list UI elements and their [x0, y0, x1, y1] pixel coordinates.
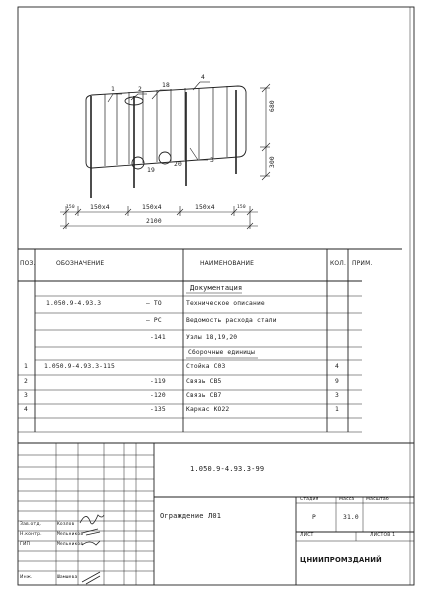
sheet-label: ЛИСТ [300, 533, 314, 538]
person-name: Мельников [57, 532, 84, 537]
row-pos: 2 [24, 378, 28, 385]
row-pos: 1 [24, 363, 28, 370]
row-name: Ведомость расхода стали [186, 317, 277, 324]
org-name: ЦНИИПРОМЗДАНИЙ [300, 556, 382, 564]
row-code: -141 [150, 334, 166, 341]
dim-680: 680 [269, 100, 276, 112]
signatures [80, 515, 104, 584]
callout-3: 3 [210, 157, 214, 164]
stage-label: Стадия [300, 497, 319, 502]
header-designation: ОБОЗНАЧЕНИЕ [56, 260, 105, 267]
row-code: -135 [150, 406, 166, 413]
doc-code: 1.050.9-4.93.3-99 [190, 465, 265, 473]
row-code: – ТО [146, 300, 162, 307]
mass-value: 31.0 [343, 514, 359, 521]
callout-19: 19 [147, 167, 155, 174]
callout-18: 18 [162, 82, 170, 89]
dim-seg-4: 150x4 [195, 204, 215, 211]
row-name: Связь СВ5 [186, 378, 222, 385]
person-name: Мельников [57, 542, 84, 547]
drawing-title: Ограждение Л01 [160, 512, 222, 520]
row-qty: 1 [335, 406, 339, 413]
row-name: Стойка С03 [186, 363, 226, 370]
dim-total: 2100 [146, 218, 162, 225]
dim-seg-1: 150 [66, 205, 75, 210]
callout-20: 20 [174, 161, 182, 168]
row-pos: 4 [24, 406, 28, 413]
row-name: Связь СВ7 [186, 392, 222, 399]
row-base: 1.050.9-4.93.3-115 [44, 363, 115, 370]
row-name: Узлы 18,19,20 [186, 334, 238, 341]
callout-2: 2 [138, 86, 142, 93]
sheets-label: ЛИСТОВ 1 [370, 533, 396, 538]
row-name: Техническое описание [186, 300, 265, 307]
dim-300: 300 [269, 156, 276, 168]
row-code: -120 [150, 392, 166, 399]
header-pos: ПОЗ. [20, 260, 36, 267]
header-qty: КОЛ. [330, 260, 347, 267]
person-role: Н.контр. [20, 532, 42, 537]
dim-seg-3: 150x4 [142, 204, 162, 211]
row-base: 1.050.9-4.93.3 [46, 300, 102, 307]
person-role: Инж. [20, 575, 33, 580]
person-role: ГИП [20, 542, 31, 547]
person-name: Козлов [57, 522, 75, 527]
header-name: НАИМЕНОВАНИЕ [200, 260, 255, 267]
callout-1: 1 [111, 86, 115, 93]
row-qty: 3 [335, 392, 339, 399]
callout-4: 4 [201, 74, 205, 81]
row-name: Каркас КО22 [186, 406, 230, 413]
person-role: Зав.отд. [20, 522, 42, 527]
person-name: Шамшева [57, 575, 78, 580]
dim-seg-5: 150 [237, 205, 246, 210]
row-qty: 4 [335, 363, 339, 370]
header-note: ПРИМ. [352, 260, 373, 267]
scale-label: Масштаб [366, 497, 389, 502]
section-docs: Документация [190, 284, 243, 292]
dim-seg-2: 150x4 [90, 204, 110, 211]
section-units: Сборочные единицы [188, 349, 255, 356]
row-code: -119 [150, 378, 166, 385]
row-pos: 3 [24, 392, 28, 399]
row-qty: 9 [335, 378, 339, 385]
stage-value: Р [312, 514, 316, 521]
row-code: – РС [146, 317, 162, 324]
mass-label: Масса [339, 497, 355, 502]
